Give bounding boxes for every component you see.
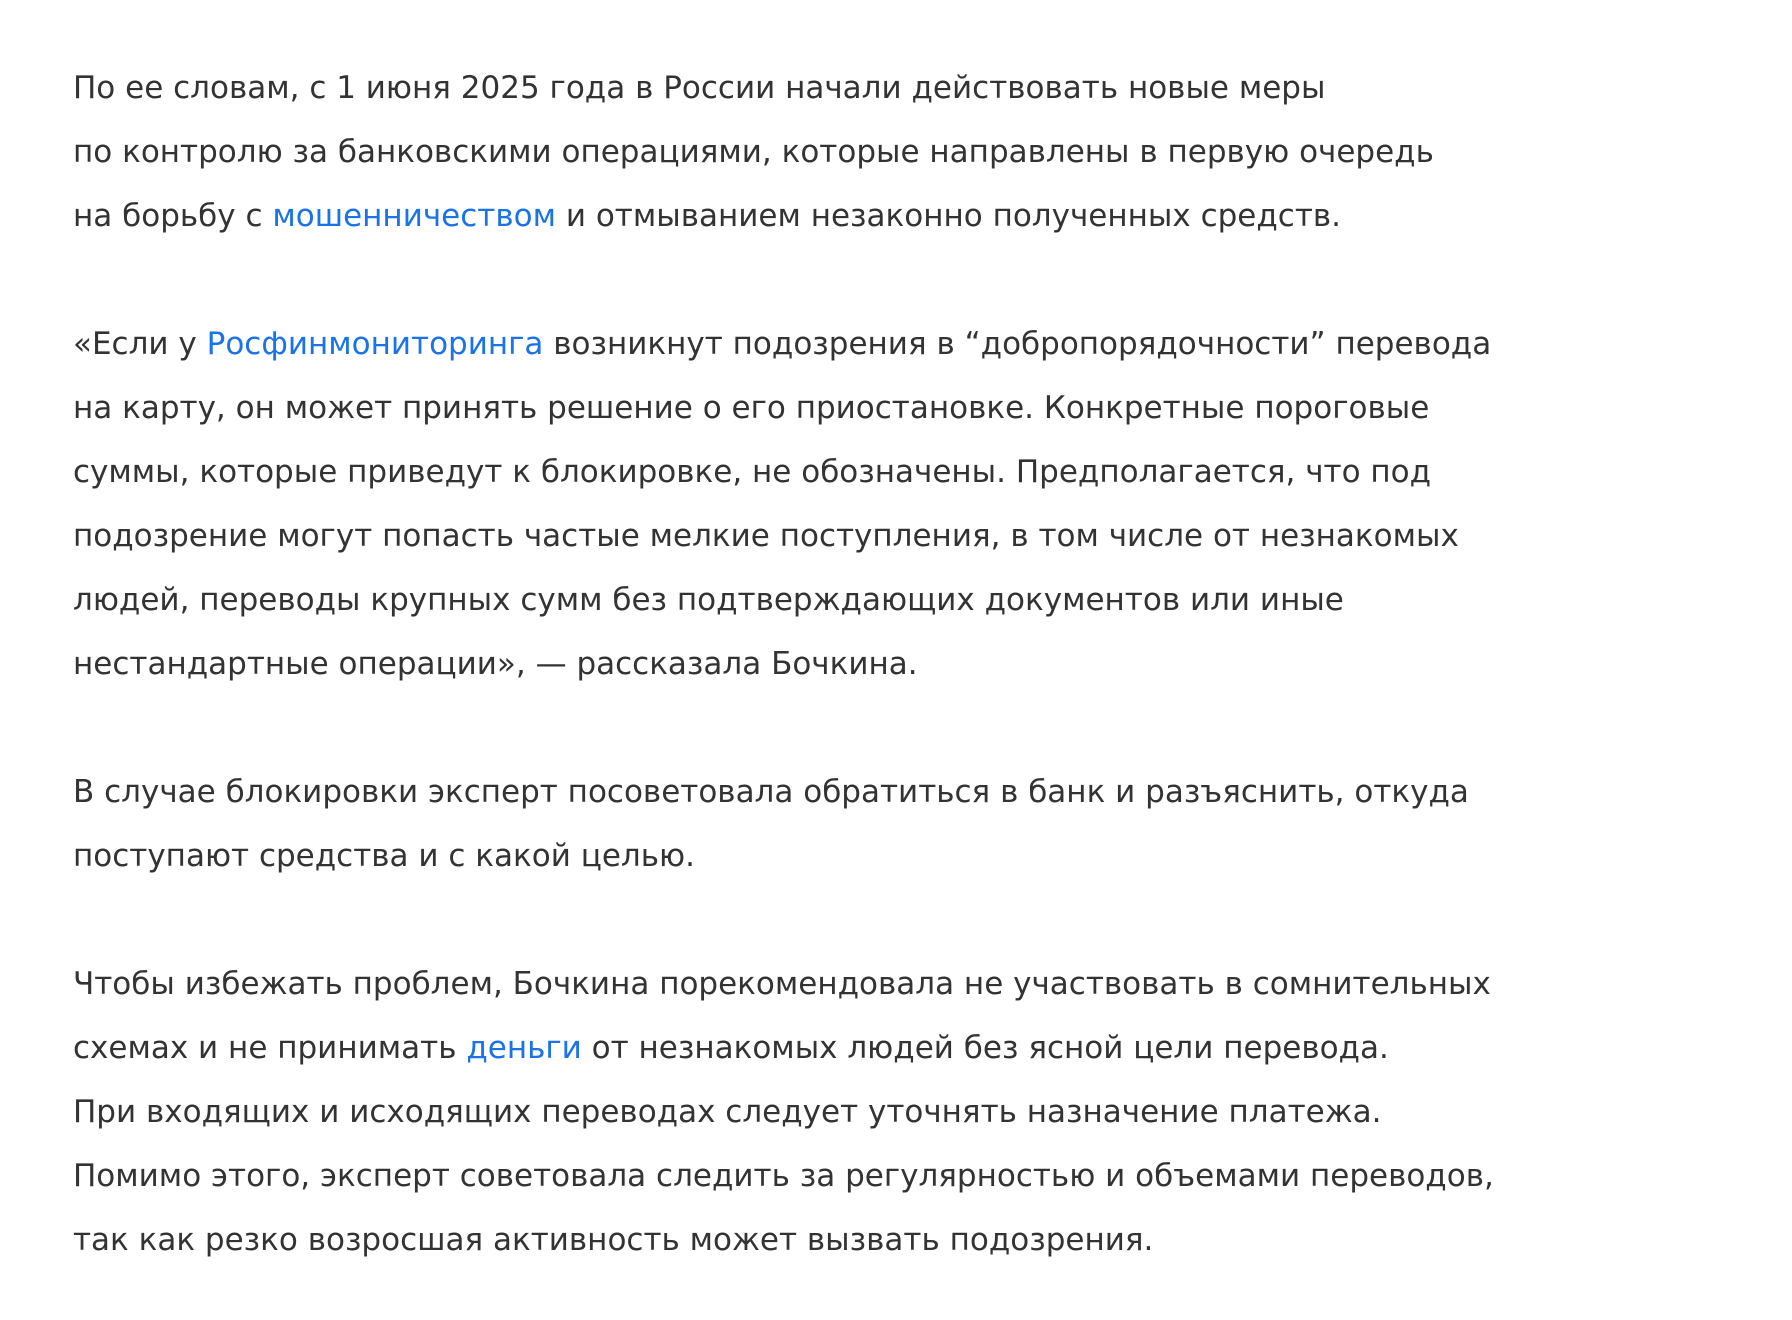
paragraph-2-quote <box>73 312 1673 696</box>
line-text: возникнут подозрения в “добропорядочности” перевода <box>543 326 1492 362</box>
link-dengi[interactable]: деньги <box>466 1030 582 1066</box>
paragraph-line: так как резко возросшая активность может вызвать подозрения. <box>73 1222 1154 1258</box>
paragraph-line: Чтобы избежать проблем, Бочкина порекомендовала не участвовать в сомнительных <box>73 966 1491 1002</box>
link-rosfinmonitoring[interactable]: Росфинмониторинга <box>206 326 544 362</box>
paragraph-line: поступают средства и с какой целью. <box>73 838 695 874</box>
paragraph-line <box>73 184 1673 248</box>
line-text: на борьбу с <box>73 198 273 234</box>
paragraph-line <box>73 312 1673 376</box>
paragraph-line: людей, переводы крупных сумм без подтверждающих документов или иные <box>73 582 1344 618</box>
paragraph-3 <box>73 760 1673 888</box>
paragraph-line: суммы, которые приведут к блокировке, не обозначены. Предполагается, что под <box>73 454 1432 490</box>
paragraph-line: Помимо этого, эксперт советовала следить за регулярностью и объемами переводов, <box>73 1158 1494 1194</box>
link-moshennichestvo[interactable]: мошенничеством <box>272 198 556 234</box>
paragraph-1 <box>73 56 1673 248</box>
paragraph-line: По ее словам, с 1 июня 2025 года в России начали действовать новые меры <box>73 70 1326 106</box>
paragraph-line: подозрение могут попасть частые мелкие поступления, в том числе от незнакомых <box>73 518 1459 554</box>
paragraph-line: по контролю за банковскими операциями, которые направлены в первую очередь <box>73 134 1434 170</box>
paragraph-line: на карту, он может принять решение о его приостановке. Конкретные пороговые <box>73 390 1430 426</box>
paragraph-line: нестандартные операции», — рассказала Бочкина. <box>73 646 918 682</box>
line-text: «Если у <box>73 326 207 362</box>
paragraph-4 <box>73 952 1673 1272</box>
paragraph-line: При входящих и исходящих переводах следует уточнять назначение платежа. <box>73 1094 1382 1130</box>
article-body <box>73 56 1673 1272</box>
paragraph-line: В случае блокировки эксперт посоветовала обратиться в банк и разъяснить, откуда <box>73 774 1469 810</box>
paragraph-line <box>73 1016 1673 1080</box>
line-text: схемах и не принимать <box>73 1030 467 1066</box>
line-text: от незнакомых людей без ясной цели перевода. <box>581 1030 1389 1066</box>
line-text: и отмыванием незаконно полученных средств. <box>555 198 1342 234</box>
